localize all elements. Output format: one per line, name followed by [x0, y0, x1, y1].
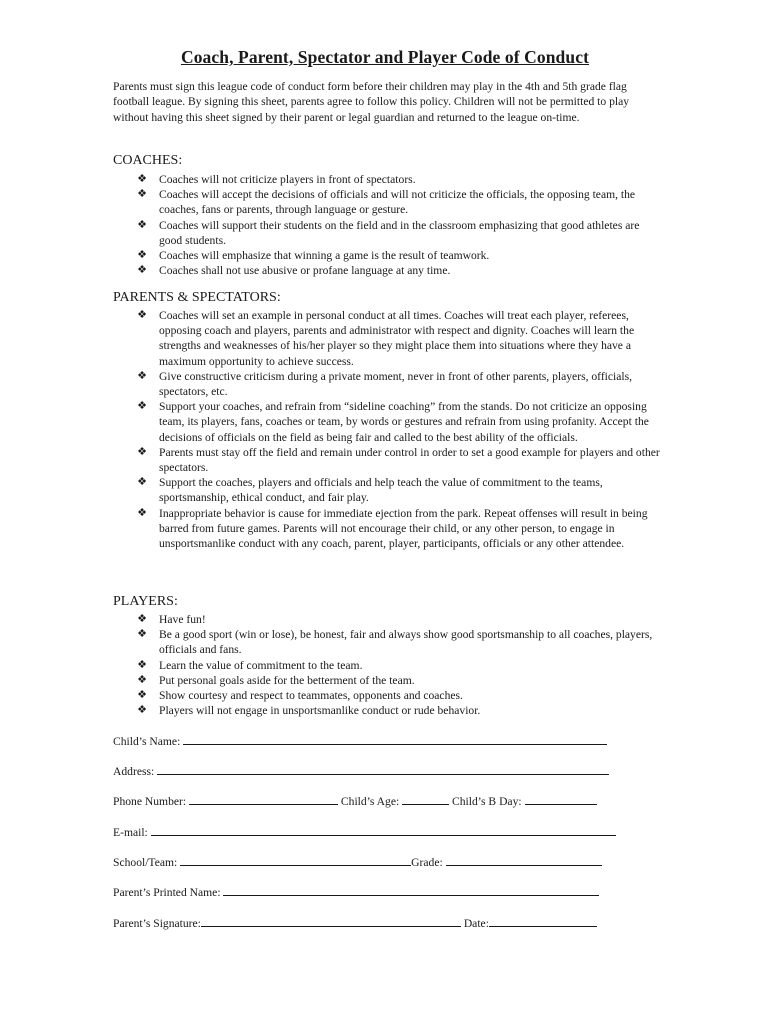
email-field[interactable]	[151, 824, 616, 836]
section-heading-coaches: COACHES:	[113, 153, 183, 168]
list-item: ❖ Inappropriate behavior is cause for immediate ejection from the park. Repeat offenses will result in being barred from future games. Parents will not encourage their child, or any other person, to engage in unsportsmanlike conduct with any coach, parent, player, participants, officials or any other attendee.	[133, 506, 663, 552]
list-item: ❖ Have fun!	[133, 612, 663, 627]
intro-paragraph: Parents must sign this league code of conduct form before their children may play in the 4th and 5th grade flag football league. By signing this sheet, parents agree to follow this policy. Children will not be permitted to play without having this sheet signed by their parent or legal guardian and returned to the league on-time.	[113, 80, 630, 124]
parent-printed-row	[113, 884, 599, 899]
school-team-field[interactable]	[180, 854, 411, 866]
list-item: ❖ Put personal goals aside for the betterment of the team.	[133, 673, 663, 688]
diamond-bullet-icon: ❖	[137, 249, 147, 262]
email-row	[113, 824, 616, 839]
list-item: ❖ Support your coaches, and refrain from “sideline coaching” from the stands. Do not criticize an opposing team, its players, fans, coaches or team, by words or gestures and refrain from using profanity. Accept the decisions of officials on the field as being fair and called to the best ability of the officials.	[133, 399, 663, 445]
diamond-bullet-icon: ❖	[137, 476, 147, 489]
grade-label: Grade:	[411, 856, 443, 869]
diamond-bullet-icon: ❖	[137, 369, 147, 382]
players-list	[133, 612, 663, 718]
list-item: ❖ Coaches will not criticize players in front of spectators.	[133, 172, 663, 187]
list-item: ❖ Coaches will emphasize that winning a game is the result of teamwork.	[133, 248, 663, 263]
list-item: ❖ Support the coaches, players and officials and help teach the value of commitment to the teams, sportsmanship, ethical conduct, and fair play.	[133, 475, 663, 505]
address-field[interactable]	[157, 763, 609, 775]
signature-date-row	[113, 915, 597, 930]
diamond-bullet-icon: ❖	[137, 173, 147, 185]
diamond-bullet-icon: ❖	[137, 218, 147, 231]
list-item: ❖ Coaches will support their students on the field and in the classroom emphasizing that good athletes are good students.	[133, 218, 663, 248]
diamond-bullet-icon: ❖	[137, 689, 147, 702]
address-label: Address:	[113, 765, 155, 778]
child-name-row	[113, 733, 607, 748]
diamond-bullet-icon: ❖	[137, 704, 147, 717]
list-item: ❖ Learn the value of commitment to the team.	[133, 658, 663, 673]
phone-label: Phone Number:	[113, 795, 187, 808]
section-heading-players: PLAYERS:	[113, 594, 178, 609]
list-item: ❖ Players will not engage in unsportsmanlike conduct or rude behavior.	[133, 703, 663, 718]
address-row	[113, 763, 609, 778]
date-label: Date:	[463, 917, 489, 930]
diamond-bullet-icon: ❖	[137, 613, 147, 625]
list-item: ❖ Parents must stay off the field and remain under control in order to set a good example for players and other spectators.	[133, 445, 663, 475]
section-heading-parents: PARENTS & SPECTATORS:	[113, 290, 281, 305]
diamond-bullet-icon: ❖	[137, 673, 147, 686]
list-item: ❖ Give constructive criticism during a private moment, never in front of other parents, players, officials, spectators, etc.	[133, 369, 663, 399]
list-item: ❖ Coaches shall not use abusive or profane language at any time.	[133, 263, 663, 278]
school-grade-row	[113, 854, 602, 869]
parent-signature-field[interactable]	[201, 915, 461, 927]
parent-printed-label: Parent’s Printed Name:	[113, 886, 221, 899]
diamond-bullet-icon: ❖	[137, 309, 147, 321]
email-label: E-mail:	[113, 826, 148, 839]
child-age-field[interactable]	[402, 793, 449, 805]
list-item: ❖ Coaches will set an example in personal conduct at all times. Coaches will treat each player, referees, opposing coach and players, parents and administrator with respect and dignity. Coaches will learn the strengths and weaknesses of his/her player so they might place them into situations where they have a maximum opportunity to achieve success.	[133, 308, 663, 369]
child-bday-label: Child’s B Day:	[452, 795, 522, 808]
list-item: ❖ Coaches will accept the decisions of officials and will not criticize the officials, the opposing team, the coaches, fans or parents, through language or gesture.	[133, 187, 663, 217]
parent-signature-label: Parent’s Signature:	[113, 917, 201, 930]
diamond-bullet-icon: ❖	[137, 658, 147, 671]
diamond-bullet-icon: ❖	[137, 264, 147, 277]
child-name-label: Child’s Name:	[113, 735, 181, 748]
child-name-field[interactable]	[183, 733, 607, 745]
phone-age-bday-row	[113, 793, 597, 808]
diamond-bullet-icon: ❖	[137, 506, 147, 519]
list-item: ❖ Be a good sport (win or lose), be honest, fair and always show good sportsmanship to all coaches, players, officials and fans.	[133, 627, 663, 657]
list-item: ❖ Show courtesy and respect to teammates, opponents and coaches.	[133, 688, 663, 703]
parents-list	[133, 308, 663, 551]
coaches-list	[133, 172, 663, 278]
document-title: Coach, Parent, Spectator and Player Code of Conduct	[180, 47, 590, 67]
diamond-bullet-icon: ❖	[137, 628, 147, 641]
child-bday-field[interactable]	[525, 793, 597, 805]
phone-field[interactable]	[189, 793, 338, 805]
school-team-label: School/Team:	[113, 856, 178, 869]
parent-printed-field[interactable]	[223, 884, 599, 896]
diamond-bullet-icon: ❖	[137, 188, 147, 201]
child-age-label: Child’s Age:	[340, 795, 400, 808]
grade-field[interactable]	[446, 854, 602, 866]
diamond-bullet-icon: ❖	[137, 445, 147, 458]
diamond-bullet-icon: ❖	[137, 400, 147, 413]
date-field[interactable]	[489, 915, 597, 927]
